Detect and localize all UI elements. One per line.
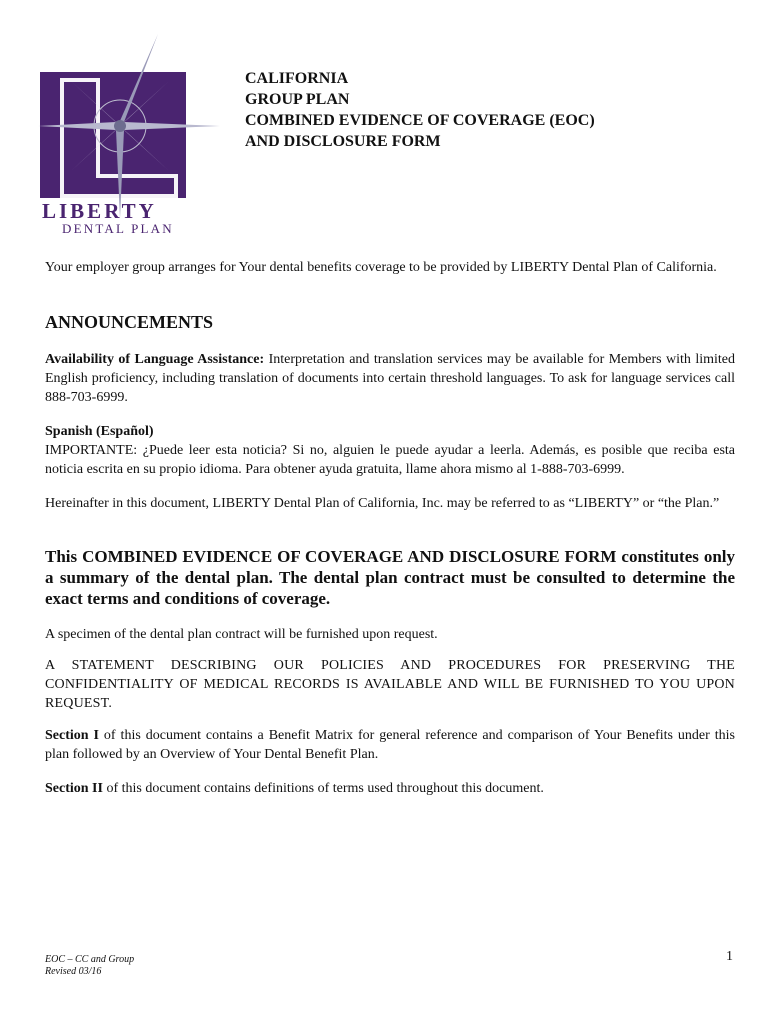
hereinafter-paragraph: Hereinafter in this document, LIBERTY Dental Plan of California, Inc. may be referred to as “LIBERTY” or “the Plan.” xyxy=(45,496,720,511)
language-assistance-label: Availability of Language Assistance: xyxy=(45,352,265,367)
logo-brand-bottom: DENTAL PLAN xyxy=(62,221,174,236)
intro-paragraph: Your employer group arranges for Your dental benefits coverage to be provided by LIBERTY Dental Plan of California. xyxy=(45,260,717,275)
logo-brand-top: LIBERTY xyxy=(42,199,157,223)
page-number: 1 xyxy=(726,949,733,964)
section-1-paragraph xyxy=(45,726,735,764)
footer-revision xyxy=(45,954,134,978)
summary-notice: This COMBINED EVIDENCE OF COVERAGE AND DISCLOSURE FORM constitutes only a summary of the dental plan. The dental plan contract must be consulted to determine the exact terms and conditions of coverage. xyxy=(45,547,735,608)
document-title xyxy=(245,68,595,152)
confidentiality-statement: A STATEMENT DESCRIBING OUR POLICIES AND PROCEDURES FOR PRESERVING THE CONFIDENTIALITY OF MEDICAL RECORDS IS AVAILABLE AND WILL BE FURNISHED TO YOU UPON REQUEST. xyxy=(45,658,735,711)
title-line-3: COMBINED EVIDENCE OF COVERAGE (EOC) xyxy=(245,112,595,129)
title-line-1: CALIFORNIA xyxy=(245,70,349,87)
section-1-label: Section I xyxy=(45,728,99,743)
section-2-paragraph xyxy=(45,779,735,798)
liberty-dental-logo xyxy=(38,34,220,238)
spanish-text: IMPORTANTE: ¿Puede leer esta noticia? Si no, alguien le puede ayudar a leerla. Además, es posible que reciba esta noticia escrita en su propio idioma. Para obtener ayuda gratuita, llame ahora mismo al 1-888-703-6999. xyxy=(45,443,735,477)
announcements-heading: ANNOUNCEMENTS xyxy=(45,312,214,332)
section-2-label: Section II xyxy=(45,781,103,796)
language-assistance-text: Interpretation and translation services may be available for Members with limited English proficiency, including translation of documents into certain threshold languages. To ask for language services call 888-703-6999. xyxy=(45,352,735,405)
spanish-paragraph xyxy=(45,422,735,479)
title-line-4: AND DISCLOSURE FORM xyxy=(245,133,441,150)
section-2-text: of this document contains definitions of terms used throughout this document. xyxy=(102,781,544,796)
specimen-paragraph: A specimen of the dental plan contract will be furnished upon request. xyxy=(45,627,438,642)
section-1-text: of this document contains a Benefit Matrix for general reference and comparison of Your Benefits under this plan followed by an Overview of Your Dental Benefit Plan. xyxy=(45,728,736,762)
footer-line-2: Revised 03/16 xyxy=(45,966,102,977)
title-line-2: GROUP PLAN xyxy=(245,91,350,108)
spanish-label: Spanish (Español) xyxy=(45,424,154,439)
footer-line-1: EOC – CC and Group xyxy=(45,954,135,965)
language-assistance-paragraph xyxy=(45,350,735,407)
